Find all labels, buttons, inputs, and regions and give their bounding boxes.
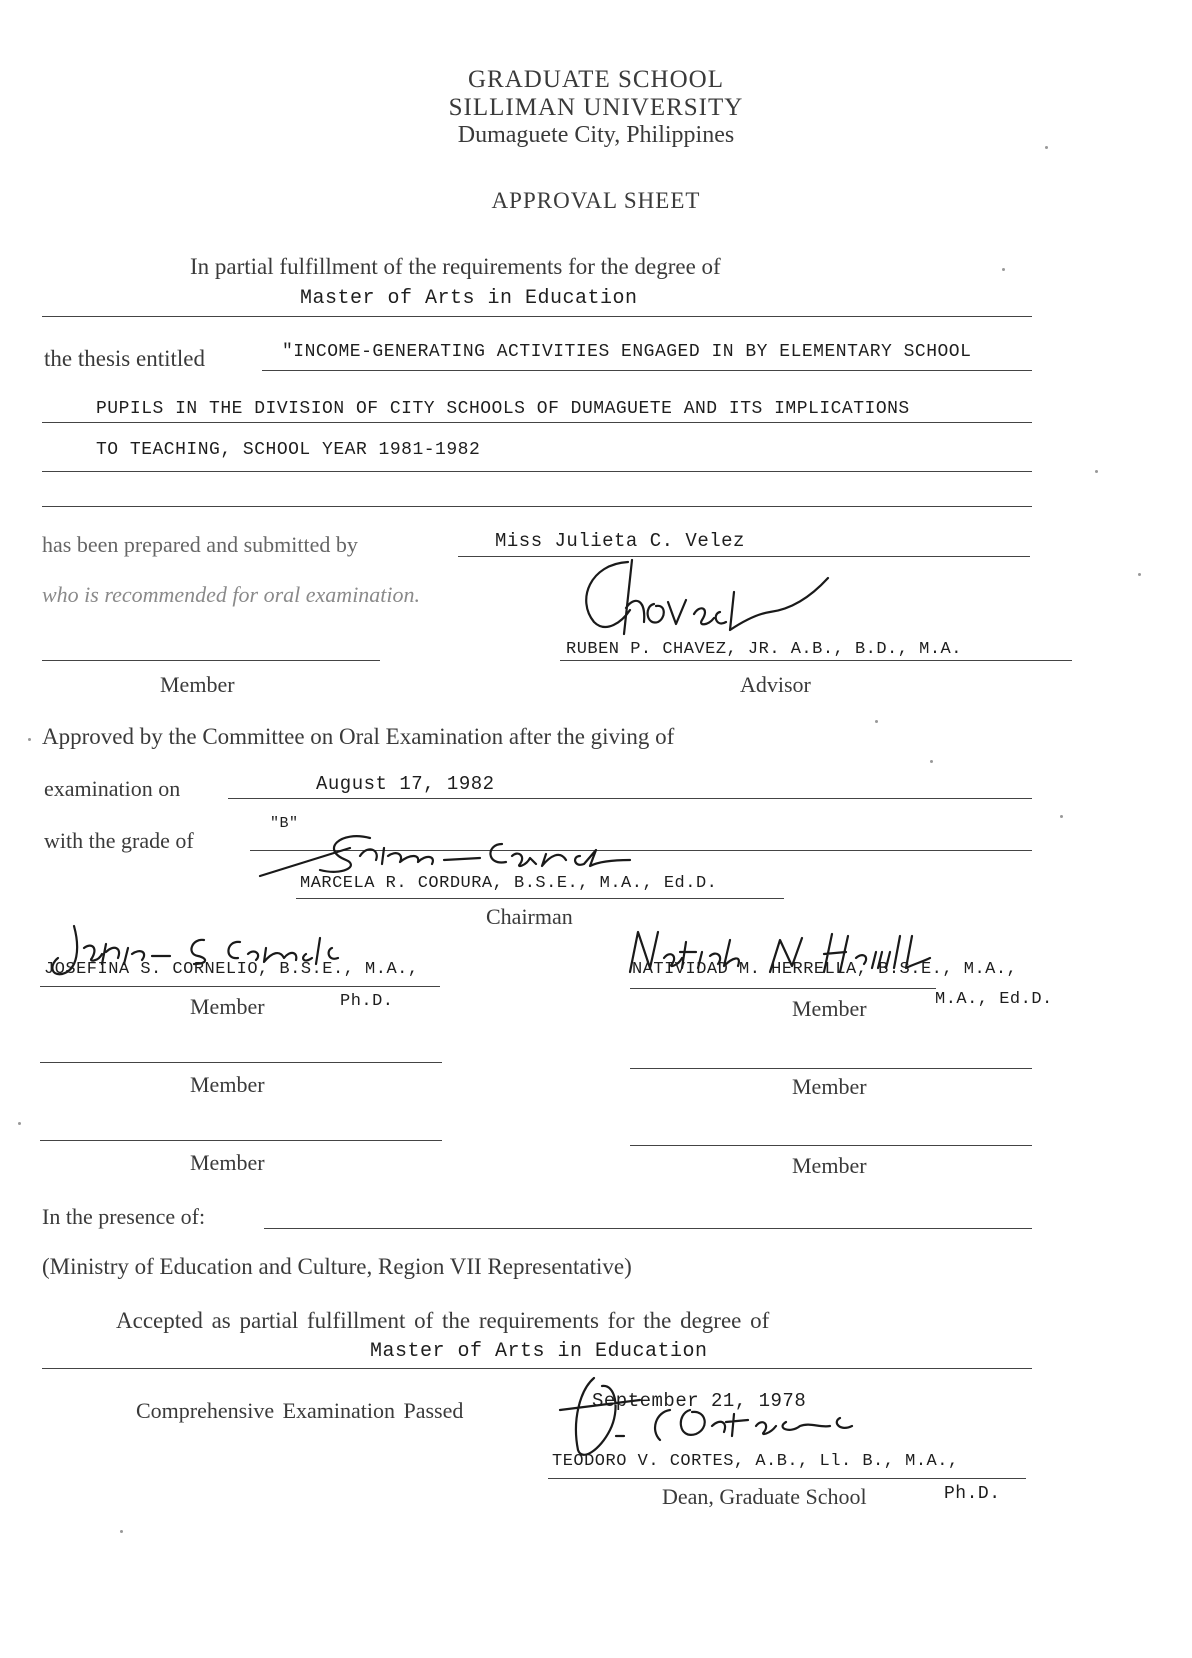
right-member-suffix: M.A., Ed.D. xyxy=(935,990,1053,1009)
right-member-label: Member xyxy=(792,996,867,1021)
left-member-label: Member xyxy=(190,994,265,1019)
representative-text: (Ministry of Education and Culture, Region VII Representative) xyxy=(42,1254,632,1279)
scan-speck xyxy=(1095,470,1098,473)
scan-speck xyxy=(18,1122,21,1125)
exam-date: August 17, 1982 xyxy=(316,773,495,795)
scan-speck xyxy=(1002,268,1005,271)
header-school: GRADUATE SCHOOL xyxy=(468,66,724,93)
thesis-rule-3 xyxy=(42,471,1032,472)
intro-text: In partial fulfillment of the requirements for the degree of xyxy=(190,254,721,279)
intro-degree: Master of Arts in Education xyxy=(300,287,638,310)
member-slot-label-4: Member xyxy=(792,1074,867,1099)
scan-speck xyxy=(875,720,878,723)
page-title: APPROVAL SHEET xyxy=(491,188,701,213)
thesis-rule-4 xyxy=(42,506,1032,507)
student-name: Miss Julieta C. Velez xyxy=(495,530,745,552)
acceptance-text: Accepted as partial fulfillment of the requirements for the degree of xyxy=(116,1308,770,1333)
member-slot-label-5: Member xyxy=(190,1150,265,1175)
header-university: SILLIMAN UNIVERSITY xyxy=(448,94,744,121)
header-location: Dumaguete City, Philippines xyxy=(457,122,735,148)
left-member-name: JOSEFINA S. CORNELIO, B.S.E., M.A., xyxy=(44,960,419,979)
scan-speck xyxy=(930,760,933,763)
chairman-line xyxy=(296,898,784,899)
thesis-line-2: PUPILS IN THE DIVISION OF CITY SCHOOLS OF DUMAGUETE AND ITS IMPLICATIONS xyxy=(96,399,910,419)
scan-speck xyxy=(1045,146,1048,149)
dean-line xyxy=(548,1478,1026,1479)
acceptance-degree: Master of Arts in Education xyxy=(370,1340,708,1363)
presence-label: In the presence of: xyxy=(42,1204,206,1229)
exam-date-line xyxy=(228,798,1032,799)
advisor-line xyxy=(560,660,1072,661)
member-slot-label-3: Member xyxy=(190,1072,265,1097)
thesis-line-1: "INCOME-GENERATING ACTIVITIES ENGAGED IN BY ELEMENTARY SCHOOL xyxy=(282,342,972,362)
thesis-line-3: TO TEACHING, SCHOOL YEAR 1981-1982 xyxy=(96,440,481,460)
advisor-signature xyxy=(570,552,840,642)
thesis-rule-1 xyxy=(262,370,1032,371)
right-member-line xyxy=(630,988,936,989)
advisor-role: Advisor xyxy=(740,672,811,697)
chairman-name: MARCELA R. CORDURA, B.S.E., M.A., Ed.D. xyxy=(300,874,718,893)
member-slot-line-3 xyxy=(40,1062,442,1063)
dean-name: TEODORO V. CORTES, A.B., Ll. B., M.A., xyxy=(552,1452,959,1471)
chairman-role: Chairman xyxy=(486,904,573,929)
advisor-name: RUBEN P. CHAVEZ, JR. A.B., B.D., M.A. xyxy=(566,640,962,659)
scan-speck xyxy=(1060,815,1063,818)
left-member-line xyxy=(40,986,440,987)
exam-label: examination on xyxy=(44,776,181,801)
grade-value: "B" xyxy=(270,815,299,832)
thesis-label: the thesis entitled xyxy=(44,346,205,371)
member-slot-line-5 xyxy=(40,1140,442,1141)
member-slot-line-4 xyxy=(630,1068,1032,1069)
dean-suffix: Ph.D. xyxy=(944,1484,1001,1504)
dean-signature xyxy=(520,1370,880,1460)
acceptance-degree-line xyxy=(42,1368,1032,1369)
grade-label: with the grade of xyxy=(44,828,194,853)
member-slot-line-6 xyxy=(630,1145,1032,1146)
recommend-text: who is recommended for oral examination. xyxy=(42,582,421,607)
presence-line xyxy=(264,1228,1032,1229)
dean-role: Dean, Graduate School xyxy=(662,1484,867,1509)
member-slot-label-6: Member xyxy=(792,1153,867,1178)
right-member-name: NATIVIDAD M. HERRELLA, B.S.E., M.A., xyxy=(632,960,1018,979)
comp-exam-label: Comprehensive Examination Passed xyxy=(136,1398,464,1423)
thesis-rule-2 xyxy=(42,422,1032,423)
submission-label: has been prepared and submitted by xyxy=(42,532,358,557)
degree-line xyxy=(42,316,1032,317)
scan-speck xyxy=(120,1530,123,1533)
member-label-top: Member xyxy=(160,672,235,697)
scan-speck xyxy=(1138,573,1141,576)
member-line-top xyxy=(42,660,380,661)
chairman-signature xyxy=(250,820,650,880)
comp-exam-date: September 21, 1978 xyxy=(592,1390,807,1412)
scan-speck xyxy=(28,738,31,741)
approved-text: Approved by the Committee on Oral Examination after the giving of xyxy=(42,724,675,749)
left-member-suffix: Ph.D. xyxy=(340,992,394,1011)
